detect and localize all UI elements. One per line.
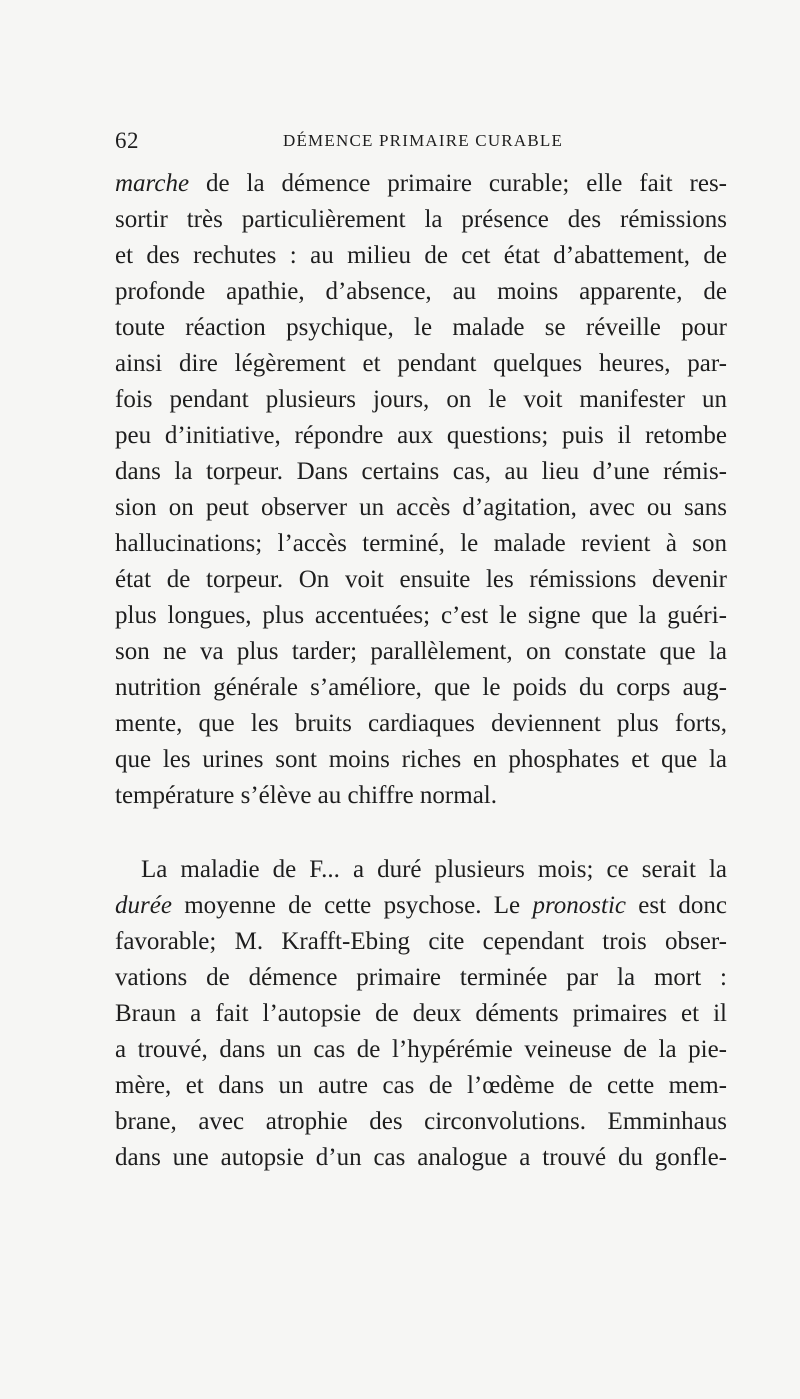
text-line: température s’élève au chiffre normal. (115, 782, 497, 809)
text-line: et des rechutes : au milieu de cet état d’abattement, de (115, 242, 727, 269)
text-line: peu d’initiative, répondre aux questions; puis il retombe (115, 422, 727, 449)
page-header (115, 128, 727, 158)
text-line: nutrition générale s’améliore, que le poids du corps aug- (115, 674, 727, 701)
text-line: favorable; M. Krafft-Ebing cite cependant trois obser- (115, 928, 727, 955)
text-line: sion on peut observer un accès d’agitation, avec ou sans (115, 494, 727, 521)
text-line: Braun a fait l’autopsie de deux déments primaires et il (115, 1000, 727, 1027)
italic-word: durée (115, 892, 172, 919)
italic-word: pronostic (532, 892, 626, 919)
text-line: dans une autopsie d’un cas analogue a trouvé du gonfle- (115, 1144, 727, 1171)
text-line: dans la torpeur. Dans certains cas, au lieu d’une rémis- (115, 458, 727, 485)
text-line: ainsi dire légèrement et pendant quelques heures, par- (115, 350, 727, 377)
text-line: état de torpeur. On voit ensuite les rémissions devenir (115, 566, 727, 593)
text-line: La maladie de F... a duré plusieurs mois; ce serait la (141, 856, 727, 883)
text-line: vations de démence primaire terminée par la mort : (115, 964, 727, 991)
text-line: profonde apathie, d’absence, au moins apparente, de (115, 278, 727, 305)
text-line: mente, que les bruits cardiaques deviennent plus forts, (115, 710, 727, 737)
text-line: marche de la démence primaire curable; elle fait res- (115, 170, 727, 197)
paragraph-2 (115, 852, 727, 1176)
italic-word: marche (115, 170, 190, 197)
text-line: son ne va plus tarder; parallèlement, on constate que la (115, 638, 727, 665)
paragraph-1 (115, 166, 727, 814)
text-line: a trouvé, dans un cas de l’hypérémie veineuse de la pie- (115, 1036, 727, 1063)
text-line: toute réaction psychique, le malade se réveille pour (115, 314, 727, 341)
text-line: sortir très particulièrement la présence des rémissions (115, 206, 727, 233)
text-line: que les urines sont moins riches en phosphates et que la (115, 746, 727, 773)
page-number: 62 (115, 128, 139, 153)
text-line: fois pendant plusieurs jours, on le voit manifester un (115, 386, 727, 413)
running-title: DÉMENCE PRIMAIRE CURABLE (283, 131, 564, 150)
text-line: hallucinations; l’accès terminé, le malade revient à son (115, 530, 727, 557)
text-line: durée moyenne de cette psychose. Le pronostic est donc (115, 892, 727, 919)
text-line: brane, avec atrophie des circonvolutions. Emminhaus (115, 1108, 727, 1135)
text-line: mère, et dans un autre cas de l’œdème de cette mem- (115, 1072, 727, 1099)
text-line: plus longues, plus accentuées; c’est le signe que la guéri- (115, 602, 727, 629)
